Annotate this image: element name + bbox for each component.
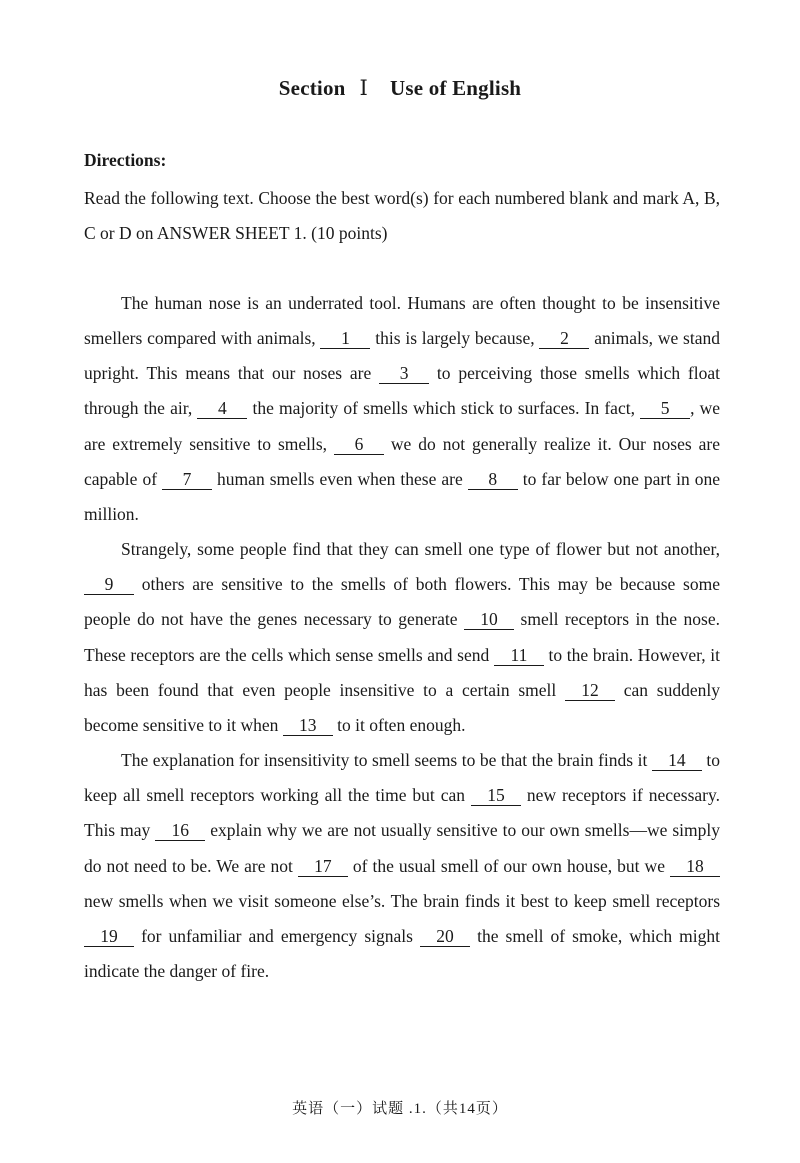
blank-6: 6 bbox=[334, 434, 384, 455]
text-segment: the majority of smells which stick to surfaces. In fact, bbox=[247, 398, 641, 419]
blank-16: 16 bbox=[155, 820, 205, 841]
blank-12: 12 bbox=[565, 680, 615, 701]
blank-5: 5 bbox=[640, 398, 690, 419]
text-segment: to keep all smell receptors working all the time but can bbox=[84, 750, 720, 806]
text-segment: The human nose is an underrated tool. Humans are often thought to be insensitive smellers compared with animals, bbox=[84, 293, 720, 349]
blank-18: 18 bbox=[670, 856, 720, 877]
blank-2: 2 bbox=[539, 328, 589, 349]
text-segment: new receptors if necessary. This may bbox=[84, 785, 720, 841]
text-segment: the smell of smoke, which might indicate the danger of fire. bbox=[84, 925, 720, 981]
paragraph-1 bbox=[84, 286, 720, 532]
blank-20: 20 bbox=[420, 926, 470, 947]
blank-15: 15 bbox=[471, 785, 521, 806]
section-word: Section bbox=[278, 76, 346, 100]
text-segment: explain why we are not usually sensitive to our own smells—we simply do not need to be. We are not bbox=[84, 820, 720, 876]
blank-13: 13 bbox=[283, 715, 333, 736]
blank-14: 14 bbox=[652, 750, 702, 771]
blank-7: 7 bbox=[162, 469, 212, 490]
text-segment: others are sensitive to the smells of both flowers. This may be because some people do not have the genes necessary to generate bbox=[84, 574, 720, 630]
text-segment: Strangely, some people find that they can smell one type of flower but not another, bbox=[121, 539, 720, 560]
paragraph-2 bbox=[84, 532, 720, 743]
text-segment: human smells even when these are bbox=[212, 468, 468, 489]
blank-10: 10 bbox=[464, 609, 514, 630]
text-segment: of the usual smell of our own house, but we bbox=[347, 855, 670, 876]
directions-label: Directions: bbox=[84, 150, 167, 170]
blank-3: 3 bbox=[379, 363, 429, 384]
text-segment: new smells when we visit someone else’s. The brain finds it best to keep smell receptors bbox=[84, 890, 720, 911]
section-name: Use of English bbox=[390, 76, 522, 100]
text-segment: , we are extremely sensitive to smells, bbox=[84, 398, 721, 454]
text-segment: to the brain. However, it has been found that even people insensitive to a certain smell bbox=[84, 644, 720, 700]
section-numeral: Ⅰ bbox=[359, 76, 369, 100]
text-segment: to it often enough. bbox=[332, 714, 466, 735]
blank-8: 8 bbox=[468, 469, 518, 490]
text-segment: for unfamiliar and emergency signals bbox=[134, 925, 421, 946]
passage bbox=[84, 286, 720, 989]
text-segment: The explanation for insensitivity to smell seems to be that the brain finds it bbox=[121, 750, 652, 771]
text-segment: this is largely because, bbox=[370, 328, 540, 349]
blank-19: 19 bbox=[84, 926, 134, 947]
directions-text: Read the following text. Choose the best word(s) for each numbered blank and mark A, B, C or D on ANSWER SHEET 1. (10 points) bbox=[84, 188, 720, 243]
blank-4: 4 bbox=[197, 398, 247, 419]
page-footer: 英语（一）试题 .1.（共14页） bbox=[292, 1101, 508, 1117]
text-segment: to perceiving those smells which float through the air, bbox=[84, 363, 721, 419]
text-segment: can suddenly become sensitive to it when bbox=[84, 679, 720, 735]
text-segment: smell receptors in the nose. These receptors are the cells which sense smells and send bbox=[84, 609, 720, 665]
blank-17: 17 bbox=[298, 856, 348, 877]
blank-1: 1 bbox=[320, 328, 370, 349]
paragraph-3 bbox=[84, 743, 720, 989]
text-segment: we do not generally realize it. Our noses are capable of bbox=[84, 433, 720, 489]
blank-9: 9 bbox=[84, 574, 134, 595]
text-segment: to far below one part in one million. bbox=[84, 468, 720, 524]
section-title bbox=[0, 76, 800, 101]
blank-11: 11 bbox=[494, 645, 544, 666]
text-segment: animals, we stand upright. This means that our noses are bbox=[84, 328, 720, 384]
